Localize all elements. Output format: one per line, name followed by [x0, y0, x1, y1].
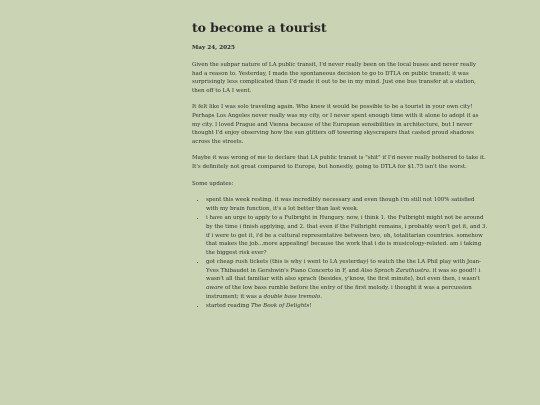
update-text: spent this week resting. it was incredibly necessary and even though i'm still not 100% satisfied with my brain function, it's a lot better than last week.	[206, 197, 475, 212]
updates-list	[192, 196, 488, 311]
blog-post	[192, 20, 488, 312]
post-date: May 24, 2025	[192, 45, 235, 51]
update-text: i have an urge to apply to a Fulbright in Hungary. now, i think 1. the Fulbright might not be around by the time i finish applying, and 2. that even if the Fulbright remains, i probably won't get it, and 3. if i were to get it, i'd be a cultural representative between two, uh, totalitarian countries. somehow that makes the job...more appealing! because the work that i do is musicology-related. am i taking the biggest risk ever?	[206, 215, 488, 256]
book-title: The Book of Delights	[250, 303, 310, 310]
work-title: Also Sprach Zarathustra	[360, 267, 430, 274]
update-text-part: !	[309, 303, 312, 310]
update-text-part: got cheap rush tickets (this is why i went to LA yesterday) to watch the the LA Phil play with Jean-Yves Thibaudet in Gershwin's Piano Concerto in F, and	[206, 259, 482, 274]
list-item	[206, 214, 488, 257]
emphasis: aware	[206, 285, 224, 292]
update-text-part: .	[320, 293, 322, 300]
update-text-part: . it was so good!! i wasn't all that familiar with also sprach (besides, y'know, the first minute), but even then, i wasn't	[206, 267, 481, 283]
update-text-part: of the low bass rumble before the entry of the first melody. i thought it was a percussion instrument; it was a	[206, 285, 472, 300]
paragraph-2: It felt like I was solo traveling again. Who knew it would be possible to be a tourist in your own city! Perhaps Los Angeles never really was my city, or I never spent enough time with it alone to adopt it as my city. I loved Prague and Vienna because of the European sensibilities in architecture, but I never thought I'd enjoy observing how the sun glitters off towering skyscrapers that casted proud shadows across the streets.	[192, 104, 479, 145]
updates-intro: Some updates:	[192, 180, 234, 187]
list-item	[206, 196, 488, 213]
list-item	[206, 258, 488, 301]
paragraph-3: Maybe it was wrong of me to declare that LA public transit is "shit" if I'd never really bothered to take it. It's definitely not great compared to Europe, but honestly, going to DTLA for $1.75 isn't the worst.	[192, 155, 486, 170]
post-title: to become a tourist	[192, 20, 327, 35]
emphasis: double bass tremolo	[263, 293, 321, 300]
list-item	[206, 302, 488, 311]
paragraph-1: Given the subpar nature of LA public transit, I'd never really been on the local buses and never really had a reason to. Yesterday, I made the spontaneous decision to go to DTLA on public transit; it was surprisingly less complicated than I'd made it out to be in my mind. Just one bus transfer at a station, then off to LA I went.	[192, 62, 476, 94]
update-text-part: started reading	[206, 303, 251, 310]
